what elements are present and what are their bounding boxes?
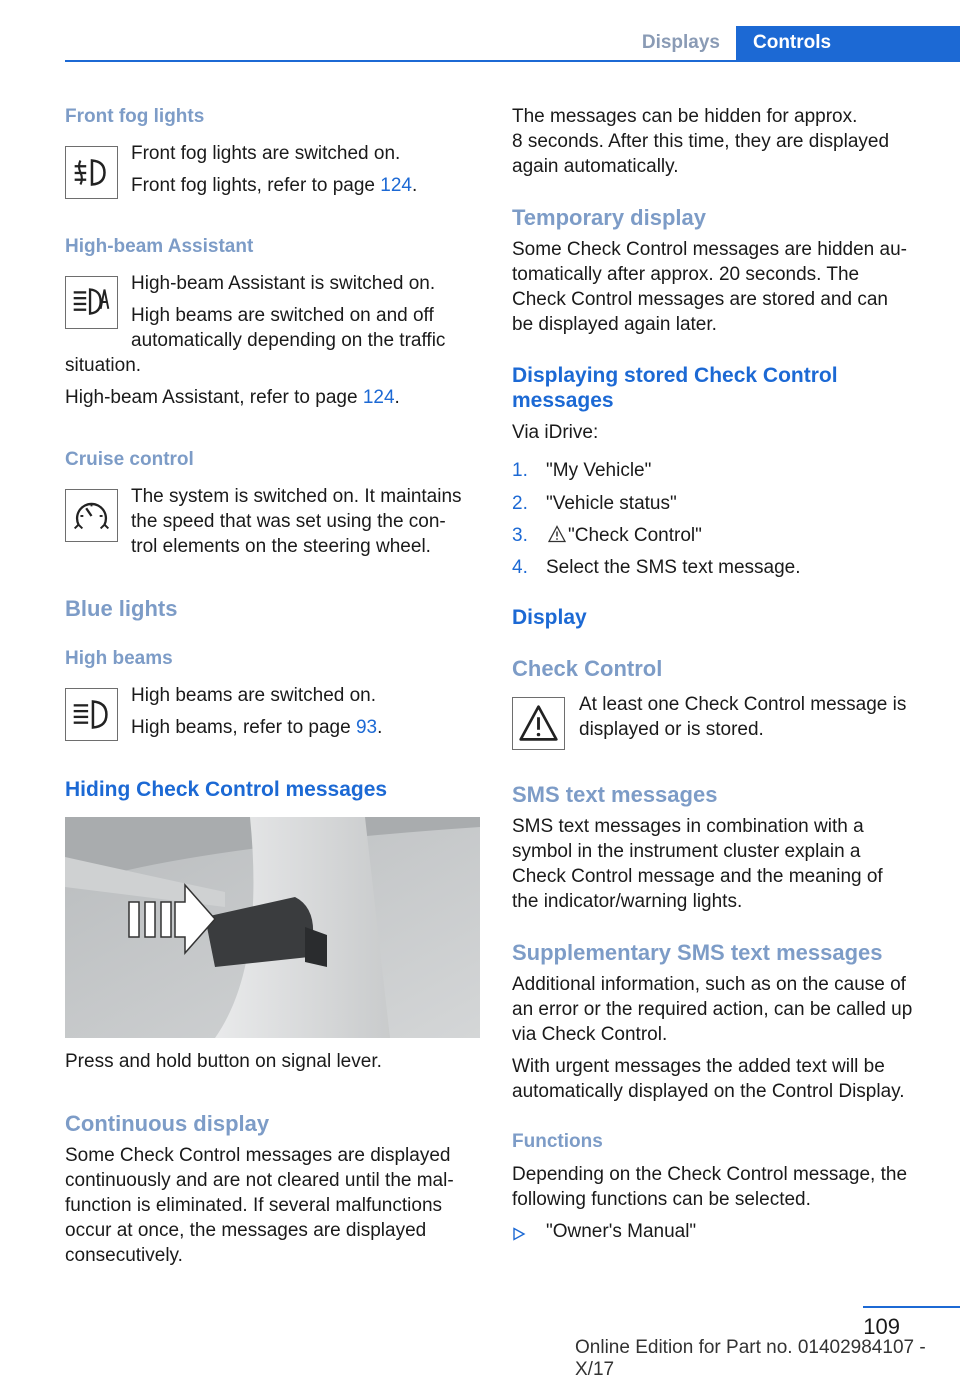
hba-line1: High-beam Assistant is switched on. [131, 273, 436, 294]
intro-line3: again automatically. [512, 156, 679, 177]
functions-heading: Functions [512, 1131, 603, 1152]
hba-line2a: High beams are switched on and off [131, 305, 434, 326]
supp-heading: Supplementary SMS text messages [512, 940, 883, 965]
cruise-line3: trol elements on the steering wheel. [131, 536, 431, 557]
step-my-vehicle[interactable]: "My Vehicle" [546, 460, 652, 481]
high-beam-assistant-icon [65, 276, 118, 329]
stored-heading-line2: messages [512, 389, 614, 412]
fog-line1: Front fog lights are switched on. [131, 143, 401, 164]
high-beams-heading: High beams [65, 648, 173, 669]
temporary-line3: Check Control messages are stored and can [512, 289, 888, 310]
sms-heading: SMS text messages [512, 782, 718, 807]
continuous-line3: function is eliminated. If several malfunctions [65, 1195, 443, 1216]
hba-line2c: situation. [65, 355, 142, 376]
high-beams-line1: High beams are switched on. [131, 685, 377, 706]
sms-line3: Check Control message and the meaning of [512, 866, 883, 887]
fog-line2 [131, 173, 417, 198]
bullet-triangle-icon [512, 1223, 526, 1237]
sms-line4: the indicator/warning lights. [512, 891, 743, 912]
temporary-line4: be displayed again later. [512, 314, 717, 335]
step-vehicle-status[interactable]: "Vehicle status" [546, 493, 677, 514]
supp-line1: Additional information, such as on the cause of [512, 974, 906, 995]
step-number: 4. [512, 557, 528, 578]
step-check-control[interactable]: "Check Control" [568, 525, 702, 546]
fog-line2-text: Front fog lights, refer to page [131, 175, 381, 196]
header-rule [65, 60, 960, 62]
check-control-line1: At least one Check Control message is [579, 694, 907, 715]
hba-line3-end: . [394, 387, 400, 408]
supp-line3: via Check Control. [512, 1024, 668, 1045]
step-number: 2. [512, 493, 528, 514]
hiding-heading: Hiding Check Control messages [65, 778, 388, 801]
high-beams-line2-text: High beams, refer to page [131, 717, 356, 738]
via-idrive: Via iDrive: [512, 422, 599, 443]
continuous-line2: continuously and are not cleared until the mal- [65, 1170, 454, 1191]
hba-line2b: automatically depending on the traffic [131, 330, 446, 351]
blue-lights-heading: Blue lights [65, 596, 178, 621]
step-number: 1. [512, 460, 528, 481]
tab-controls[interactable]: Controls [736, 26, 960, 62]
tab-displays[interactable]: Displays [641, 32, 720, 53]
check-control-heading: Check Control [512, 656, 663, 681]
intro-line1: The messages can be hidden for approx. [512, 106, 858, 127]
display-heading: Display [512, 606, 587, 629]
continuous-line1: Some Check Control messages are displayed [65, 1145, 451, 1166]
owners-manual-item[interactable]: "Owner's Manual" [546, 1221, 697, 1242]
high-beams-line2-end: . [377, 717, 383, 738]
fog-heading: Front fog lights [65, 106, 205, 127]
warning-triangle-icon [512, 697, 565, 750]
temporary-line1: Some Check Control messages are hidden au- [512, 239, 907, 260]
hba-heading: High-beam Assistant [65, 236, 254, 257]
cruise-line1: The system is switched on. It maintains [131, 486, 462, 507]
edition-footer: Online Edition for Part no. 01402984107 - X/17 [575, 1337, 926, 1380]
footer-rule [863, 1306, 960, 1308]
hba-page-link[interactable]: 124 [362, 387, 395, 408]
sms-line2: symbol in the instrument cluster explain a [512, 841, 861, 862]
signal-lever-photo [65, 817, 480, 1038]
high-beams-line2 [131, 715, 382, 740]
step-number: 3. [512, 525, 528, 546]
supp-line5: automatically displayed on the Control Display. [512, 1081, 905, 1102]
hba-line3-text: High-beam Assistant, refer to page [65, 387, 363, 408]
cruise-control-icon [65, 489, 118, 542]
cruise-heading: Cruise control [65, 449, 194, 470]
hba-line3 [65, 385, 400, 410]
hiding-caption: Press and hold button on signal lever. [65, 1051, 382, 1072]
continuous-line5: consecutively. [65, 1245, 183, 1266]
temporary-line2: tomatically after approx. 20 seconds. The [512, 264, 860, 285]
intro-line2: 8 seconds. After this time, they are displayed [512, 131, 890, 152]
stored-heading-line1: Displaying stored Check Control [512, 364, 838, 387]
front-fog-light-icon [65, 146, 118, 199]
continuous-line4: occur at once, the messages are displayed [65, 1220, 427, 1241]
continuous-heading: Continuous display [65, 1111, 270, 1136]
warning-triangle-icon [548, 525, 566, 543]
fog-page-link[interactable]: 124 [380, 175, 412, 196]
temporary-heading: Temporary display [512, 205, 706, 230]
cruise-line2: the speed that was set using the con- [131, 511, 446, 532]
supp-line4: With urgent messages the added text will be [512, 1056, 885, 1077]
step-select-sms[interactable]: Select the SMS text message. [546, 557, 801, 578]
supp-line2: an error or the required action, can be called up [512, 999, 913, 1020]
high-beam-icon [65, 688, 118, 741]
functions-line2: following functions can be selected. [512, 1189, 811, 1210]
check-control-line2: displayed or is stored. [579, 719, 764, 740]
functions-line1: Depending on the Check Control message, the [512, 1164, 908, 1185]
page-number: 109 [863, 1314, 900, 1339]
fog-line2-end: . [411, 175, 418, 196]
sms-line1: SMS text messages in combination with a [512, 816, 864, 837]
high-beams-page-link[interactable]: 93 [355, 717, 378, 738]
